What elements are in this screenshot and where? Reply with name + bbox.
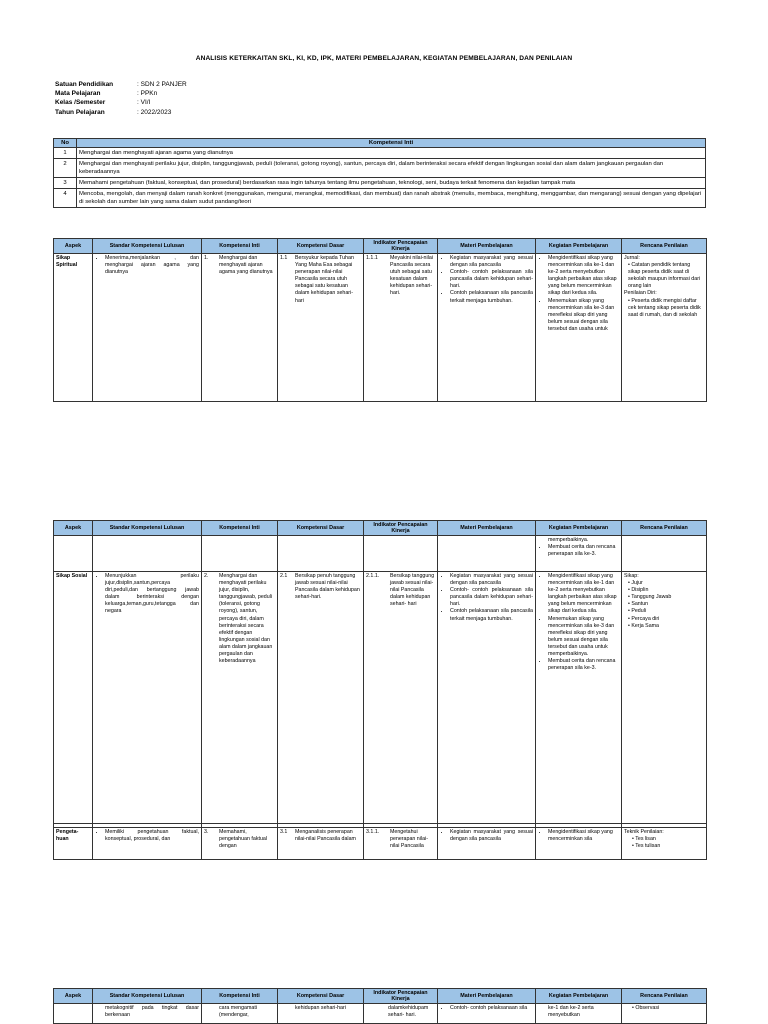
list-item: • Menemukan sikap yang mencerminkan sila ke-3 dan merefleksi sikap diri yang belum sesuai dengan sila tersebut dan usaha untuk (548, 298, 619, 333)
kegiatan-cell (536, 536, 622, 572)
list-item: • Menerima,menjalankan , dan menghargai ajaran agama yang dianutnya (105, 255, 199, 276)
ki-number: 3. (204, 829, 209, 835)
aspek-cell: Sikap Spiritual (54, 254, 93, 402)
ki-no: 4 (54, 189, 77, 208)
list-continuation: dalamkehidupam sehari- hari. (388, 1005, 429, 1019)
kd-cell (278, 1004, 364, 1024)
ipk-text: Mengetahui penerapan nilai-nilai Pancasila (390, 829, 428, 850)
materi-cell (438, 828, 536, 860)
meta-row (55, 80, 187, 89)
skl-cell (93, 254, 202, 402)
header-row (54, 521, 707, 536)
ipk-text: Bersikap tanggung jawab sesuai nilai- nilai Pancasila dalam kehidupan sehari- hari (390, 573, 435, 608)
list-item: • Disiplin (628, 587, 704, 594)
list-item: • Santun (628, 601, 704, 608)
list-item: • Jujur (628, 580, 704, 587)
list-item: • Percaya diri (628, 616, 704, 623)
ki-text: Menghargai dan menghayati perilaku jujur, disiplin, tanggungjawab, peduli (toleransi, gotong royong), santun, percaya diri, dalam berinteraksi secara efektif dengan lingkungan sosial dan alam dalam jangkauan pergaulan dan keberadaannya (77, 159, 706, 178)
table-row (54, 148, 706, 159)
aspek-cell: Sikap Sosial (54, 572, 93, 824)
ipk-cell (364, 828, 438, 860)
penilaian-label: Sikap: (624, 573, 639, 579)
aspek-cell (54, 1004, 93, 1024)
ki-cell (202, 254, 278, 402)
ki-cell (202, 1004, 278, 1024)
penilaian-cell (622, 1004, 707, 1024)
meta-row (55, 98, 187, 107)
meta-value: : VI/I (137, 99, 151, 107)
ki-no: 1 (54, 148, 77, 159)
materi-cell (438, 536, 536, 572)
meta-value: : 2022/2023 (137, 108, 172, 116)
analysis-table-3 (53, 988, 707, 1024)
aspek-cell: Pengeta-huan (54, 828, 93, 860)
materi-cell (438, 1004, 536, 1024)
ipk-cell (364, 536, 438, 572)
aspek-cell (54, 536, 93, 572)
materi-cell (438, 254, 536, 402)
list-item: • Membuat cerita dan rencana penerapan sila ke-3. (548, 544, 619, 558)
penilaian-cell (622, 572, 707, 824)
penilaian-label: Jurnal: (624, 255, 640, 261)
document-meta (55, 80, 187, 117)
meta-value: : PPKn (137, 90, 158, 98)
list-continuation: metakognitif pada tingkat dasar berkenaan (105, 1005, 199, 1019)
kd-cell (278, 254, 364, 402)
list-item: • Memiliki pengetahuan faktual, konseptual, prosedural, dan (105, 829, 199, 843)
header-ipk: Indikator Pencapaian Kinerja (364, 239, 438, 254)
header-penilaian: Rencana Penilaian (622, 521, 707, 536)
ipk-text: Meyakini nilai-nilai Pancasila secara utuh sebagai satu kesatuan dalam kehidupan sehari- hari. (390, 255, 433, 297)
skl-cell (93, 1004, 202, 1024)
header-row (54, 239, 707, 254)
ipk-number: 3.1.1. (366, 829, 380, 835)
meta-label: Tahun Pelajaran (55, 108, 105, 116)
header-skl: Standar Kompetensi Lulusan (93, 989, 202, 1004)
list-item: • Kegiatan masyarakat yang sesuai dengan sila pancasila (450, 255, 533, 269)
ki-text: Mencoba, mengolah, dan menyaji dalam ranah konkret (menggunakan, mengurai, merangkai, memodifikasi, dan membuat) dan ranah abstrak (menulis, membaca, menghitung, menggambar, dan mengarang) sesuai dengan yang dipelajari di sekolah dan sumber lain yang sama dalam sudut pandang/teori (77, 189, 706, 208)
header-skl: Standar Kompetensi Lulusan (93, 521, 202, 536)
list-item: • Kegiatan masyarakat yang sesuai dengan sila pancasila (450, 573, 533, 587)
header-kd: Kompetensi Dasar (278, 521, 364, 536)
table-row (54, 1004, 707, 1024)
penilaian-cell (622, 536, 707, 572)
kegiatan-cell (536, 1004, 622, 1024)
meta-label: Satuan Pendidikan (55, 81, 114, 88)
list-item: • Contoh- contoh pelaksanaan sila (450, 1005, 533, 1012)
list-item: • Peduli (628, 608, 704, 615)
ki-no: 3 (54, 178, 77, 189)
meta-value: : SDN 2 PANJER (137, 81, 187, 88)
header-ki: Kompetensi Inti (202, 239, 278, 254)
header-ipk: Indikator Pencapaian Kinerja (364, 521, 438, 536)
list-item: • Contoh pelaksanaan sila pancasila terkait menjaga tumbuhan. (450, 608, 533, 622)
ki-cell (202, 572, 278, 824)
ipk-number: 2.1.1. (366, 573, 380, 579)
page-title: ANALISIS KETERKAITAN SKL, KI, KD, IPK, MATERI PEMBELAJARAN, KEGIATAN PEMBELAJARAN, DAN PENILAIAN (195, 55, 573, 62)
ki-text: Memahami pengetahuan (faktual, konseptual, dan prosedural) berdasarkan rasa ingin tahunya tentang ilmu pengetahuan, teknologi, seni, budaya terkait fenomena dan kejadian tampak mata (77, 178, 706, 189)
header-kd: Kompetensi Dasar (278, 989, 364, 1004)
penilaian-label: Teknik Penilaian: (624, 829, 664, 835)
list-item: • Mengidentifikasi sikap yang mencerminkan sila ke-1 dan ke-2 serta menyebutkan langkah perbaikan atas sikap yang belum mencerminkan sikap dari kedua sila. (548, 573, 619, 616)
list-continuation: cara mengamati (mendengar, (219, 1005, 257, 1019)
penilaian-cell (622, 254, 707, 402)
penilaian-label: Penilaian Diri: (624, 290, 657, 297)
list-item: • Kegiatan masyarakat yang sesuai dengan sila pancasila (450, 829, 533, 843)
ki-number: 2. (204, 573, 209, 579)
kd-text: Menganalisis penerapan nilai-nilai Pancasila dalam (295, 829, 356, 843)
list-item: • Mengidentifikasi sikap yang mencerminkan sila ke-1 dan ke-2 serta menyebutkan langkah perbaikan atas sikap yang belum mencerminkan sikap dari kedua sila. (548, 255, 619, 298)
list-item: • Mengidentifikasi sikap yang mencerminkan sila (548, 829, 619, 843)
table-row (54, 159, 706, 178)
list-item: • Peserta didik mengisi daftar cek tentang sikap peserta didik saat di rumah, dan di sekolah (628, 298, 704, 319)
kd-cell (278, 572, 364, 824)
header-ipk: Indikator Pencapaian Kinerja (364, 989, 438, 1004)
kd-number: 2.1 (280, 573, 288, 579)
ki-cell (202, 536, 278, 572)
list-item: • Tanggung Jawab (628, 594, 704, 601)
header-ki: Kompetensi Inti (202, 521, 278, 536)
ki-number: 1. (204, 255, 209, 261)
ki-cell (202, 828, 278, 860)
header-row (54, 989, 707, 1004)
meta-row (55, 89, 187, 98)
meta-label: Mata Pelajaran (55, 90, 101, 98)
ki-text: Menghargai dan menghayati ajaran agama yang dianutnya (77, 148, 706, 159)
meta-row (55, 108, 187, 117)
ki-header-title: Kompetensi Inti (77, 139, 706, 148)
ipk-cell (364, 572, 438, 824)
list-item: • Catatan pendidik tentang sikap peserta didik saat di sekolah maupun informasi dari orang lain (628, 262, 704, 290)
skl-cell (93, 536, 202, 572)
penilaian-cell (622, 828, 707, 860)
ki-text: Memahami, pengetahuan faktual dengan (219, 829, 268, 850)
header-kegiatan: Kegiatan Pembelajaran (536, 989, 622, 1004)
header-aspek: Aspek (54, 521, 93, 536)
table-row (54, 828, 707, 860)
header-aspek: Aspek (54, 989, 93, 1004)
ipk-cell (364, 1004, 438, 1024)
header-penilaian: Rencana Penilaian (622, 989, 707, 1004)
skl-cell (93, 828, 202, 860)
list-item: • Contoh pelaksanaan sila pancasila terkait menjaga tumbuhan. (450, 290, 533, 304)
list-item: • Menemukan sikap yang mencerminkan sila ke-3 dan merefleksi sikap diri yang belum sesuai dengan sila tersebut dan usaha untuk memperbaikinya. (548, 616, 619, 659)
list-item: • Menunjukkan perilaku jujur,disiplin,santun,percaya diri,peduli,dan bertanggung jawab dalam berinteraksi dengan keluarga,teman,guru,tetangga dan negara (105, 573, 199, 616)
list-continuation: kehidupan sehari-hari (295, 1005, 346, 1011)
list-item: • Contoh- contoh pelaksanaan sila pancasila dalam kehidupan sehari-hari. (450, 269, 533, 290)
analysis-table-1 (53, 238, 707, 402)
kd-text: Bersyukur kepada Tuhan Yang Maha Esa sebagai penerapan nilai-nilai Pancasila secara utuh sebagai satu kesatuan dalam kehidupan sehari-hari (295, 255, 354, 304)
kd-number: 1.1 (280, 255, 288, 261)
table-row (54, 536, 707, 572)
list-continuation: memperbaikinya. (548, 537, 589, 543)
header-materi: Materi Pembelajaran (438, 239, 536, 254)
ipk-cell (364, 254, 438, 402)
header-kegiatan: Kegiatan Pembelajaran (536, 521, 622, 536)
table-row (54, 189, 706, 208)
meta-label: Kelas /Semester (55, 99, 106, 107)
list-item: • Kerja Sama (628, 623, 704, 630)
kegiatan-cell (536, 828, 622, 860)
header-kd: Kompetensi Dasar (278, 239, 364, 254)
header-aspek: Aspek (54, 239, 93, 254)
kd-text: Bersikap penuh tanggung jawab sesuai nilai-nilai Pancasila dalam kehidupan sehari-hari. (295, 573, 360, 601)
ki-table (53, 138, 706, 208)
header-ki: Kompetensi Inti (202, 989, 278, 1004)
kd-cell (278, 536, 364, 572)
table-row (54, 254, 707, 402)
list-item: • Membuat cerita dan rencana penerapan sila ke-3. (548, 658, 619, 672)
header-skl: Standar Kompetensi Lulusan (93, 239, 202, 254)
ki-text: Menghargai dan menghayati ajaran agama yang dianutnya (219, 255, 273, 276)
list-item: • Observasi (632, 1005, 704, 1012)
ipk-number: 1.1.1 (366, 255, 378, 261)
ki-text: Menghargai dan menghayati perilaku jujur, disiplin, tanggungjawab, peduli (toleransi, gotong royong), santun, percaya diri, dalam berinteraksi secara efektif dengan lingkungan sosial dan alam dalam jangkauan pergaulan dan keberadaannya (219, 573, 273, 665)
kd-number: 3.1 (280, 829, 288, 835)
list-item: • Tes lisan (632, 836, 704, 843)
header-materi: Materi Pembelajaran (438, 521, 536, 536)
header-kegiatan: Kegiatan Pembelajaran (536, 239, 622, 254)
header-penilaian: Rencana Penilaian (622, 239, 707, 254)
skl-cell (93, 572, 202, 824)
table-row (54, 178, 706, 189)
list-continuation: ke-1 dan ke-2 serta menyebutkan (548, 1005, 594, 1019)
header-materi: Materi Pembelajaran (438, 989, 536, 1004)
ki-no: 2 (54, 159, 77, 178)
analysis-table-2 (53, 520, 707, 860)
list-item: • Tes tulisan (632, 843, 704, 850)
ki-header-no: No (54, 139, 77, 148)
kegiatan-cell (536, 572, 622, 824)
list-item: • Contoh- contoh pelaksanaan sila pancasila dalam kehidupan sehari-hari. (450, 587, 533, 608)
kd-cell (278, 828, 364, 860)
materi-cell (438, 572, 536, 824)
table-row (54, 572, 707, 824)
kegiatan-cell (536, 254, 622, 402)
